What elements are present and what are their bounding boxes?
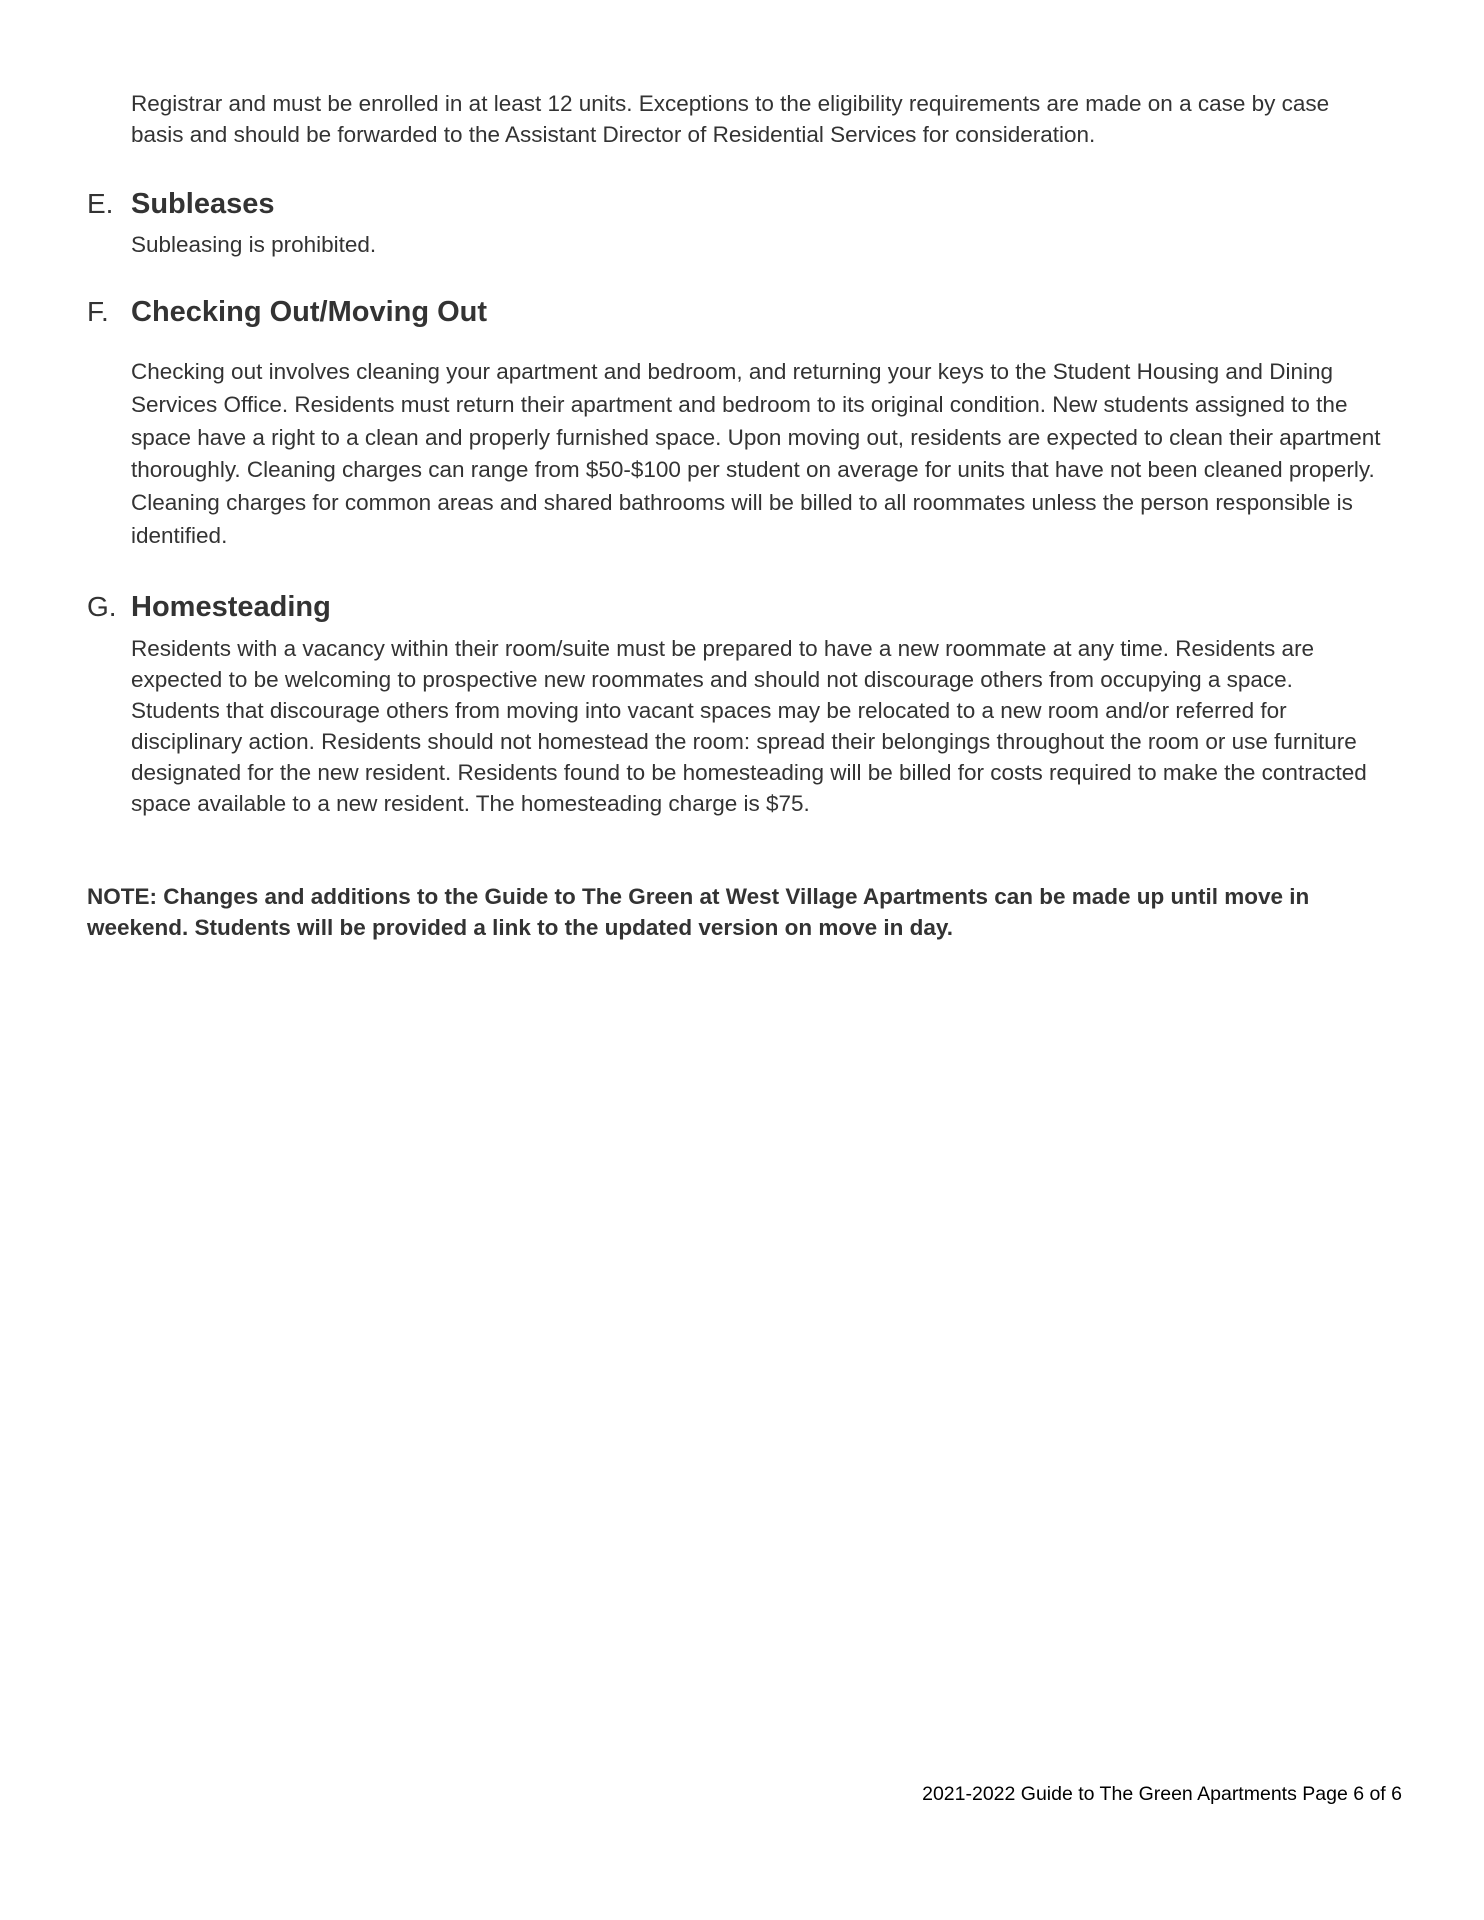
section-letter: F. [87,296,109,327]
page-footer: 2021-2022 Guide to The Green Apartments Page 6 of 6 [922,1783,1402,1805]
section-body-g: Residents with a vacancy within their room/suite must be prepared to have a new roommate at any time. Residents are expected to be welcoming to prospective new roommates and should not discourage others from occupying a space. Students that discourage others from moving into vacant spaces may be relocated to a new room and/or referred for disciplinary action. Residents should not homestead the room: spread their belongings throughout the room or use furniture designated for the new resident. Residents found to be homesteading will be billed for costs required to make the contracted space available to a new resident. The homesteading charge is $75. [131,636,1367,816]
section-body-e: Subleasing is prohibited. [131,232,377,257]
section-title: Homesteading [131,591,331,623]
section-letter: G. [87,591,117,622]
section-heading-f [87,296,487,336]
section-letter: E. [87,188,114,219]
intro-paragraph: Registrar and must be enrolled in at least 12 units. Exceptions to the eligibility requirements are made on a case by case basis and should be forwarded to the Assistant Director of Residential Services for consideration. [131,91,1330,147]
section-title: Checking Out/Moving Out [131,296,488,328]
section-body-f: Checking out involves cleaning your apartment and bedroom, and returning your keys to the Student Housing and Dining Services Office. Residents must return their apartment and bedroom to its original condition. New students assigned to the space have a right to a clean and properly furnished space. Upon moving out, residents are expected to clean their apartment thoroughly. Cleaning charges can range from $50-$100 per student on average for units that have not been cleaned properly. Cleaning charges for common areas and shared bathrooms will be billed to all roommates unless the person responsible is identified. [131,359,1381,548]
section-title: Subleases [131,188,275,220]
note-paragraph: NOTE: Changes and additions to the Guide to The Green at West Village Apartments can be made up until move in weekend. Students will be provided a link to the updated version on move in day. [87,884,1310,940]
section-heading-e [87,188,274,228]
section-heading-g [87,591,331,631]
